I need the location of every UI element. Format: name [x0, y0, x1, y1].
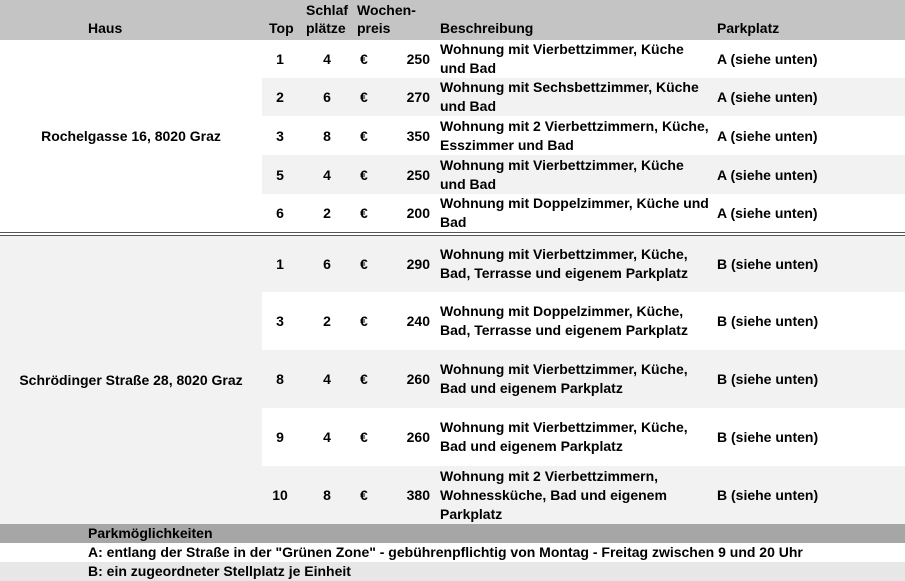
header-top: Top	[269, 20, 294, 36]
cell-preis: 350	[406, 127, 430, 144]
cell-currency: €	[360, 313, 368, 329]
cell-currency: €	[360, 127, 368, 144]
cell-schlafplaetze: 4	[323, 51, 331, 67]
cell-beschreibung: Wohnung mit Vierbettzimmer, Küche und Bad	[440, 41, 684, 76]
footer-note-a: A: entlang der Straße in der "Grünen Zone" - gebührenpflichtig von Montag - Freitag zwischen 9 und 20 Uhr	[88, 544, 803, 560]
cell-preis: 200	[406, 205, 430, 221]
header-wochen-line2: preis	[357, 20, 391, 36]
cell-parkplatz: B (siehe unten)	[717, 313, 819, 329]
cell-beschreibung: Wohnung mit Doppelzimmer, Küche und Bad	[440, 195, 709, 230]
divider	[0, 232, 905, 233]
cell-schlafplaetze: 2	[323, 205, 331, 221]
cell-currency: €	[360, 256, 368, 272]
table-row	[262, 292, 905, 350]
cell-beschreibung: Wohnung mit 2 Vierbettzimmern, Wohnessküche, Bad und eigenem Parkplatz	[440, 467, 667, 522]
cell-preis: 250	[406, 51, 430, 67]
cell-parkplatz: B (siehe unten)	[717, 371, 819, 387]
cell-top: 6	[276, 205, 284, 221]
cell-schlafplaetze: 6	[323, 89, 331, 105]
cell-currency: €	[360, 429, 368, 445]
cell-top: 5	[276, 166, 284, 183]
cell-parkplatz: B (siehe unten)	[717, 429, 819, 445]
cell-beschreibung: Wohnung mit Sechsbettzimmer, Küche und Bad	[440, 79, 699, 114]
cell-parkplatz: A (siehe unten)	[717, 127, 818, 144]
cell-beschreibung: Wohnung mit Vierbettzimmer, Küche und Bad	[440, 156, 684, 192]
table-row	[262, 40, 905, 78]
table-row	[262, 116, 905, 155]
footer-note-b-row	[0, 562, 905, 581]
cell-schlafplaetze: 2	[323, 313, 331, 329]
header-parkplatz: Parkplatz	[717, 20, 780, 36]
table-row	[262, 155, 905, 194]
table-row	[262, 408, 905, 466]
cell-top: 2	[276, 89, 284, 105]
footer-title-row	[0, 524, 905, 543]
header-wochen-line1: Wochen-	[357, 2, 416, 18]
cell-top: 3	[276, 127, 284, 144]
footer-title: Parkmöglichkeiten	[88, 525, 213, 541]
cell-preis: 380	[406, 487, 430, 503]
cell-currency: €	[360, 51, 368, 67]
header-haus: Haus	[88, 20, 123, 36]
cell-beschreibung: Wohnung mit Vierbettzimmer, Küche, Bad, Terrasse und eigenem Parkplatz	[440, 246, 688, 281]
header-schlaf-line2: plätze	[306, 20, 346, 36]
cell-parkplatz: B (siehe unten)	[717, 256, 819, 272]
cell-currency: €	[360, 487, 368, 503]
cell-schlafplaetze: 4	[323, 371, 331, 387]
table-row	[262, 236, 905, 292]
cell-currency: €	[360, 205, 368, 221]
header-beschreibung: Beschreibung	[440, 20, 534, 36]
footer-note-b: B: ein zugeordneter Stellplatz je Einheit	[88, 563, 351, 579]
footer-note-a-row	[0, 543, 905, 562]
house-name-2: Schrödinger Straße 28, 8020 Graz	[19, 372, 243, 388]
cell-top: 1	[276, 51, 284, 67]
table-header	[0, 0, 905, 40]
cell-beschreibung: Wohnung mit 2 Vierbettzimmern, Küche, Esszimmer und Bad	[440, 117, 709, 153]
cell-preis: 250	[406, 166, 430, 183]
cell-parkplatz: B (siehe unten)	[717, 487, 819, 503]
cell-beschreibung: Wohnung mit Vierbettzimmer, Küche, Bad und eigenem Parkplatz	[440, 419, 688, 454]
cell-currency: €	[360, 89, 368, 105]
table-row	[262, 194, 905, 232]
cell-parkplatz: A (siehe unten)	[717, 166, 818, 183]
cell-currency: €	[360, 371, 368, 387]
cell-currency: €	[360, 166, 368, 183]
house-group-2	[0, 236, 262, 524]
cell-beschreibung: Wohnung mit Vierbettzimmer, Küche, Bad und eigenem Parkplatz	[440, 361, 688, 396]
cell-top: 1	[276, 256, 284, 272]
cell-preis: 270	[406, 89, 430, 105]
cell-beschreibung: Wohnung mit Doppelzimmer, Küche, Bad, Terrasse und eigenem Parkplatz	[440, 303, 688, 338]
cell-schlafplaetze: 8	[323, 487, 331, 503]
house-name-1: Rochelgasse 16, 8020 Graz	[41, 128, 221, 144]
cell-top: 9	[276, 429, 284, 445]
table-row	[262, 466, 905, 524]
cell-schlafplaetze: 6	[323, 256, 331, 272]
cell-schlafplaetze: 4	[323, 166, 331, 183]
cell-parkplatz: A (siehe unten)	[717, 51, 818, 67]
cell-schlafplaetze: 4	[323, 429, 331, 445]
table-row	[262, 78, 905, 116]
cell-parkplatz: A (siehe unten)	[717, 205, 818, 221]
cell-parkplatz: A (siehe unten)	[717, 89, 818, 105]
table-row	[262, 350, 905, 408]
cell-schlafplaetze: 8	[323, 127, 331, 144]
header-schlaf-line1: Schlaf	[306, 2, 349, 18]
cell-top: 8	[276, 371, 284, 387]
cell-preis: 260	[406, 371, 430, 387]
cell-preis: 260	[406, 429, 430, 445]
cell-top: 10	[272, 487, 288, 503]
cell-top: 3	[276, 313, 284, 329]
house-group-1	[0, 40, 262, 232]
cell-preis: 240	[406, 313, 430, 329]
cell-preis: 290	[406, 256, 430, 272]
